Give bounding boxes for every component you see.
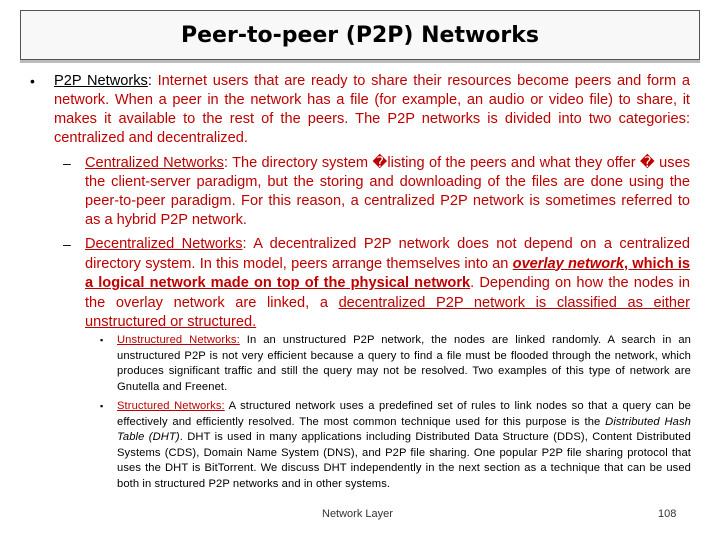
structured-text-b: . DHT is used in many applications including Distributed Data Structure (DDS), Content Distributed Systems (CDS), Domain Name System (DNS), and P2P file sharing. One popular P2P file sharing protocol that uses the DHT is BitTorrent. We discuss DHT independently in the next section as a technique that can be used both in structured P2P networks and in other systems.	[117, 431, 691, 490]
structured-text-a: A structured network uses a predefined set of rules to link nodes so that a query can be effectively and efficiently resolved. The most common technique used for this purpose is the	[117, 400, 692, 428]
centralized-paragraph	[85, 154, 690, 230]
square-marker: ▪	[100, 401, 104, 411]
bullet-marker: •	[30, 73, 35, 89]
classification-emphasis: decentralized P2P network is classified as either unstructured or structured.	[85, 294, 690, 330]
decentralized-paragraph	[85, 235, 690, 333]
unstructured-paragraph	[117, 333, 691, 395]
dht-italic: Distributed Hash Table (DHT)	[117, 415, 691, 444]
unstructured-term: Unstructured Networks:	[117, 334, 240, 346]
centralized-text: : The directory system �listing of the peers and what they offer � uses the client-server paradigm, but the storing and downloading of the files are done using the peer-to-peer paradigm. For this reason, a centralized P2P network is sometimes referred to as a hybrid P2P network.	[85, 155, 690, 228]
overlay-network-emphasis: overlay network	[512, 255, 624, 272]
dash-marker: –	[63, 155, 71, 171]
structured-paragraph	[117, 399, 691, 493]
unstructured-text: In an unstructured P2P network, the nodes are linked randomly. A search in an unstructured P2P is not very efficient because a query to find a file must be flooded through the network, which produces significant traffic and still the query may not be resolved. Two examples of this type of network are Gnutella and Freenet.	[117, 334, 691, 393]
logical-network-emphasis: , which is a logical network made on top of the physical network	[85, 255, 691, 291]
p2p-networks-text: Internet users that are ready to share their resources become peers and form a network. When a peer in the network has a file (for example, an audio or video file) to share, it makes it available to the rest of the peers. The P2P networks is divided into two categories: centralized and decentralized.	[54, 73, 690, 146]
p2p-networks-paragraph	[54, 72, 690, 148]
p2p-networks-term: P2P Networks	[54, 73, 148, 89]
centralized-term: Centralized Networks	[85, 155, 224, 171]
slide-title: Peer-to-peer (P2P) Networks	[181, 23, 539, 48]
decentralized-text-b: . Depending on how the nodes in the overlay network are linked, a	[85, 275, 690, 311]
title-box	[20, 10, 700, 60]
structured-term: Structured Networks:	[117, 400, 225, 412]
decentralized-text-a: : A decentralized P2P network does not depend on a centralized directory system. In this model, peers arrange themselves into an	[85, 236, 690, 272]
footer-label: Network Layer	[322, 508, 393, 520]
decentralized-term: Decentralized Networks	[85, 236, 243, 252]
dash-marker: –	[63, 236, 71, 252]
page-number: 108	[658, 508, 677, 520]
colon: :	[147, 73, 152, 89]
square-marker: ▪	[100, 335, 104, 345]
